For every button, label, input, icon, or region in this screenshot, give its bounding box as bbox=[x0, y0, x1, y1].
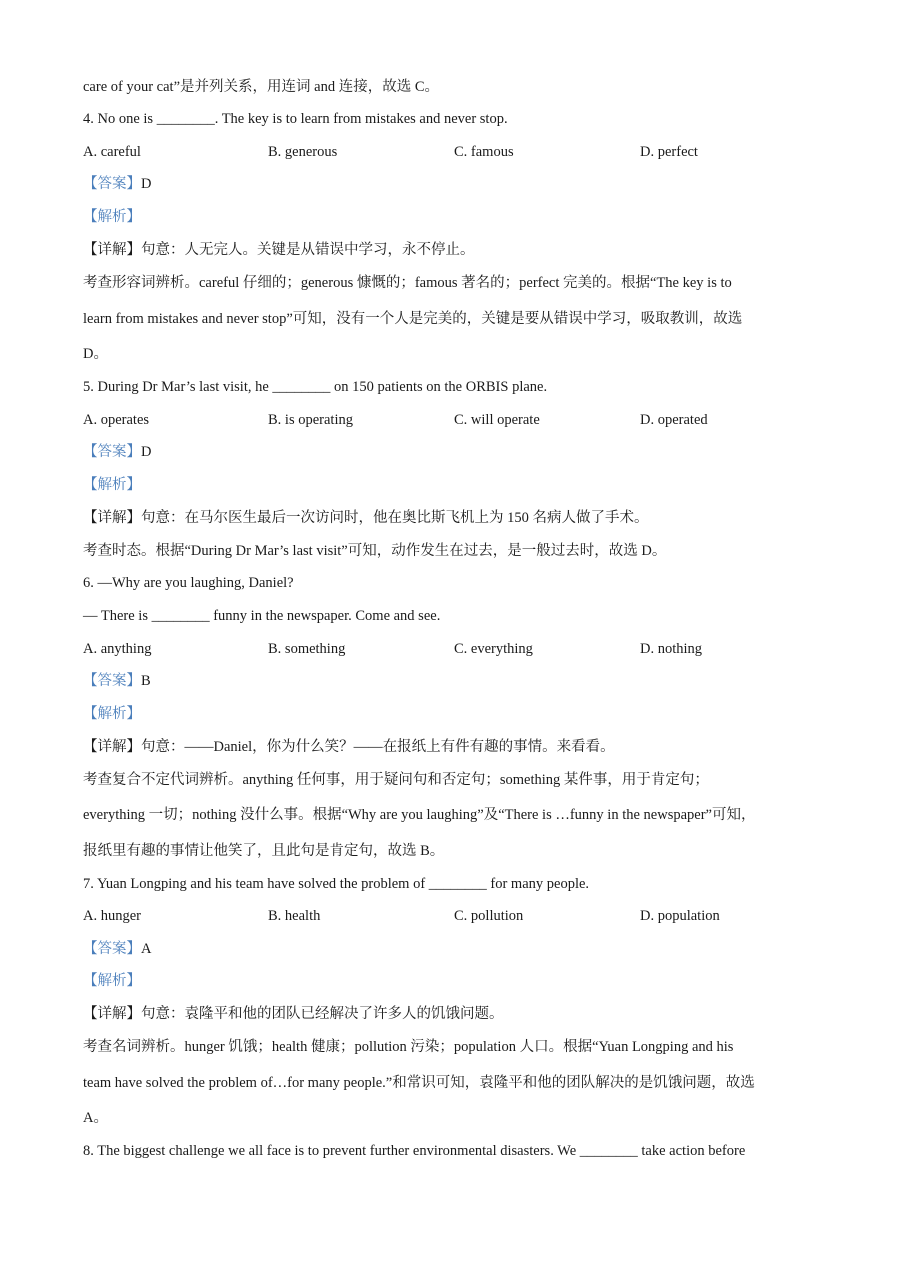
question-6-stem-reply: — There is ________ funny in the newspaper. Come and see. bbox=[83, 608, 441, 624]
answer-value: B bbox=[141, 673, 151, 689]
q6-option-b: B. something bbox=[268, 641, 346, 657]
answer-value: D bbox=[141, 176, 152, 192]
q7-analysis-tag: 【解析】 bbox=[83, 973, 141, 989]
q4-option-a: A. careful bbox=[83, 144, 141, 160]
q7-option-b: B. health bbox=[268, 908, 321, 924]
q6-answer bbox=[83, 671, 151, 691]
answer-tag: 【答案】 bbox=[83, 444, 141, 460]
answer-value: A bbox=[141, 941, 152, 957]
q4-option-b: B. generous bbox=[268, 144, 338, 160]
q7-explanation-line: 考查名词辨析。hunger 饥饿；health 健康；pollution 污染；population 人口。根据“Yuan Longping and his bbox=[83, 1039, 734, 1055]
q4-explanation-line: D。 bbox=[83, 346, 108, 362]
q5-option-a: A. operates bbox=[83, 412, 150, 428]
q7-answer bbox=[83, 939, 151, 959]
q5-explanation-line: 【详解】句意：在马尔医生最后一次访问时，他在奥比斯飞机上为 150 名病人做了手术。 bbox=[83, 510, 649, 526]
q4-option-c: C. famous bbox=[454, 144, 514, 160]
q5-analysis-tag: 【解析】 bbox=[83, 477, 141, 493]
q5-answer bbox=[83, 442, 151, 462]
q5-option-d: D. operated bbox=[640, 412, 708, 428]
q7-option-d: D. population bbox=[640, 908, 720, 924]
q4-option-d: D. perfect bbox=[640, 144, 698, 160]
q4-explanation-line: 考查形容词辨析。careful 仔细的；generous 慷慨的；famous 著名的；perfect 完美的。根据“The key is to bbox=[83, 275, 732, 291]
q7-option-a: A. hunger bbox=[83, 908, 141, 924]
q5-explanation-line: 考查时态。根据“During Dr Mar’s last visit”可知，动作发生在过去，是一般过去时，故选 D。 bbox=[83, 543, 667, 559]
question-7-stem: 7. Yuan Longping and his team have solved the problem of ________ for many people. bbox=[83, 876, 590, 892]
intro-line: care of your cat”是并列关系，用连词 and 连接，故选 C。 bbox=[83, 79, 439, 95]
q5-option-c: C. will operate bbox=[454, 412, 540, 428]
q7-explanation-line: team have solved the problem of…for many people.”和常识可知，袁隆平和他的团队解决的是饥饿问题，故选 bbox=[83, 1075, 755, 1091]
q6-option-d: D. nothing bbox=[640, 641, 703, 657]
answer-tag: 【答案】 bbox=[83, 941, 141, 957]
q4-analysis-tag: 【解析】 bbox=[83, 209, 141, 225]
question-6-stem: 6. —Why are you laughing, Daniel? bbox=[83, 575, 294, 591]
q6-explanation-line: everything 一切；nothing 没什么事。根据“Why are you laughing”及“There is …funny in the newspaper”可知， bbox=[83, 807, 756, 823]
q6-analysis-tag: 【解析】 bbox=[83, 706, 141, 722]
q4-explanation-line: 【详解】句意：人无完人。关键是从错误中学习，永不停止。 bbox=[83, 242, 475, 258]
q6-explanation-line: 报纸里有趣的事情让他笑了，且此句是肯定句，故选 B。 bbox=[83, 843, 445, 859]
q7-explanation-line: A。 bbox=[83, 1110, 108, 1126]
answer-tag: 【答案】 bbox=[83, 673, 141, 689]
q7-option-c: C. pollution bbox=[454, 908, 524, 924]
answer-value: D bbox=[141, 444, 152, 460]
answer-tag: 【答案】 bbox=[83, 176, 141, 192]
question-5-stem: 5. During Dr Mar’s last visit, he ________ on 150 patients on the ORBIS plane. bbox=[83, 379, 548, 395]
q4-answer bbox=[83, 174, 151, 194]
q4-explanation-line: learn from mistakes and never stop”可知，没有一个人是完美的，关键是要从错误中学习，吸取教训，故选 bbox=[83, 311, 743, 327]
q6-option-a: A. anything bbox=[83, 641, 152, 657]
q7-explanation-line: 【详解】句意：袁隆平和他的团队已经解决了许多人的饥饿问题。 bbox=[83, 1006, 504, 1022]
question-4-stem: 4. No one is ________. The key is to learn from mistakes and never stop. bbox=[83, 111, 508, 127]
q6-explanation-line: 考查复合不定代词辨析。anything 任何事，用于疑问句和否定句；something 某件事，用于肯定句； bbox=[83, 772, 709, 788]
q5-option-b: B. is operating bbox=[268, 412, 353, 428]
q6-option-c: C. everything bbox=[454, 641, 533, 657]
q6-explanation-line: 【详解】句意：——Daniel，你为什么笑？——在报纸上有件有趣的事情。来看看。 bbox=[83, 739, 615, 755]
question-8-stem: 8. The biggest challenge we all face is to prevent further environmental disasters. We ________ take action before bbox=[83, 1143, 746, 1159]
